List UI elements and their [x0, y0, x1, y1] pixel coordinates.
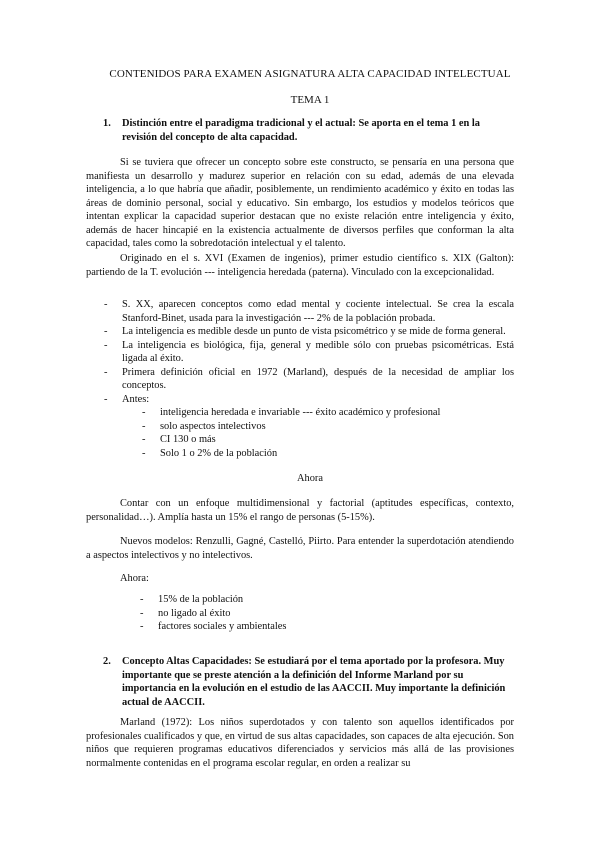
dash-bullet: - [140, 594, 144, 605]
dash-bullet: - [104, 366, 108, 378]
list-item [140, 607, 440, 621]
dash-bullet: - [104, 326, 108, 337]
ahora-heading: Ahora [297, 473, 323, 484]
list-item [104, 298, 514, 325]
section-2-heading [103, 655, 515, 709]
paragraph-origen: Originado en el s. XVI (Examen de ingenios), primer estudio científico s. XIX (Galton): partiendo de la T. evolución --- inteligencia heredada (paterna). Vinculado con la excepcionalidad. [86, 253, 514, 278]
dash-bullet: - [142, 407, 146, 418]
sublist-item [122, 420, 514, 434]
dash-bullet: - [104, 299, 108, 310]
ahora-list [140, 593, 440, 634]
list-item-text: Primera definición oficial en 1972 (Marland), después de la necesidad de ampliar los conceptos. [122, 366, 514, 391]
sublist-item [122, 406, 514, 420]
ahora-label: Ahora: [120, 573, 149, 584]
dash-bullet: - [104, 339, 108, 351]
list-item [104, 339, 514, 366]
antes-sublist [122, 406, 514, 460]
list-item-text: Antes: [122, 393, 150, 405]
sublist-item [122, 433, 514, 447]
list-item-text: La inteligencia es biológica, fija, general y medible sólo con pruebas psicométricas. Está ligada al éxito. [122, 339, 514, 364]
sublist-item-text: inteligencia heredada e invariable --- éxito académico y profesional [160, 407, 441, 418]
sublist-item-text: CI 130 o más [160, 434, 216, 445]
section-2-text: Concepto Altas Capacidades: Se estudiará por el tema aportado por la profesora. Muy importante que se preste atención a la definición del Informe Marland por su importancia en la evolución en el estudio de las AACCII. Muy importante la definición actual de AACCII. [122, 656, 506, 708]
sublist-item-text: Solo 1 o 2% de la población [160, 447, 278, 459]
document-title: CONTENIDOS PARA EXAMEN ASIGNATURA ALTA CAPACIDAD INTELECTUAL [109, 68, 511, 80]
list-item [104, 325, 514, 339]
list-item [104, 366, 514, 393]
history-list [104, 298, 514, 460]
paragraph-modelos: Nuevos modelos: Renzulli, Gagné, Castelló, Piirto. Para entender la superdotación atendiendo a aspectos intelectivos y no intelectivos. [86, 536, 514, 561]
list-item-text: 15% de la población [158, 594, 244, 605]
paragraph-concepto: Si se tuviera que ofrecer un concepto sobre este constructo, se pensaría en una persona que manifiesta un desarrollo y madurez superior en relación con su edad, además de una elevada inteligencia, a lo que habría que añadir, posiblemente, un rendimiento académico y éxito en todas las áreas de dominio personal, social y educativo. Sin embargo, los estudios y modelos teóricos que intentan explicar la capacidad superior destacan que no existe relación entre inteligencia y éxito, además de hacer hincapié en la existencia actualmente de diversos perfiles que conforman la alta capacidad, tales como la sobredotación intelectual y el talento. [86, 157, 514, 249]
dash-bullet: - [140, 607, 144, 619]
paragraph-marland: Marland (1972): Los niños superdotados y con talento son aquellos identificados por profesionales cualificados y que, en virtud de sus altas capacidades, son capaces de alta ejecución. Son niños que requieren programas educativos diferenciados y servicios más allá de las provisiones normalmente contenidas en el programa escolar regular, en orden a realizar su [86, 717, 514, 769]
sublist-item-text: solo aspectos intelectivos [160, 420, 266, 432]
sublist-item [122, 447, 514, 461]
dash-bullet: - [142, 434, 146, 445]
section-2-number: 2. [103, 656, 111, 667]
section-1-number: 1. [103, 118, 111, 129]
list-item [104, 393, 514, 461]
dash-bullet: - [104, 393, 108, 405]
paragraph-enfoque: Contar con un enfoque multidimensional y factorial (aptitudes específicas, contexto, personalidad…). Amplía hasta un 15% el rango de personas (5-15%). [86, 498, 514, 523]
list-item-text: S. XX, aparecen conceptos como edad mental y cociente intelectual. Se crea la escala Stanford-Binet, usada para la investigación --- 2% de la población probada. [122, 299, 514, 324]
list-item [140, 593, 440, 607]
dash-bullet: - [142, 447, 146, 459]
list-item [140, 620, 440, 634]
section-1-heading [103, 117, 515, 144]
section-1-text: Distinción entre el paradigma tradicional y el actual: Se aporta en el tema 1 en la revisión del concepto de alta capacidad. [122, 118, 480, 143]
dash-bullet: - [140, 621, 144, 632]
list-item-text: La inteligencia es medible desde un punto de vista psicométrico y se mide de forma general. [122, 326, 506, 337]
list-item-text: factores sociales y ambientales [158, 621, 287, 632]
tema-heading: TEMA 1 [290, 94, 330, 106]
dash-bullet: - [142, 420, 146, 432]
list-item-text: no ligado al éxito [158, 607, 231, 619]
